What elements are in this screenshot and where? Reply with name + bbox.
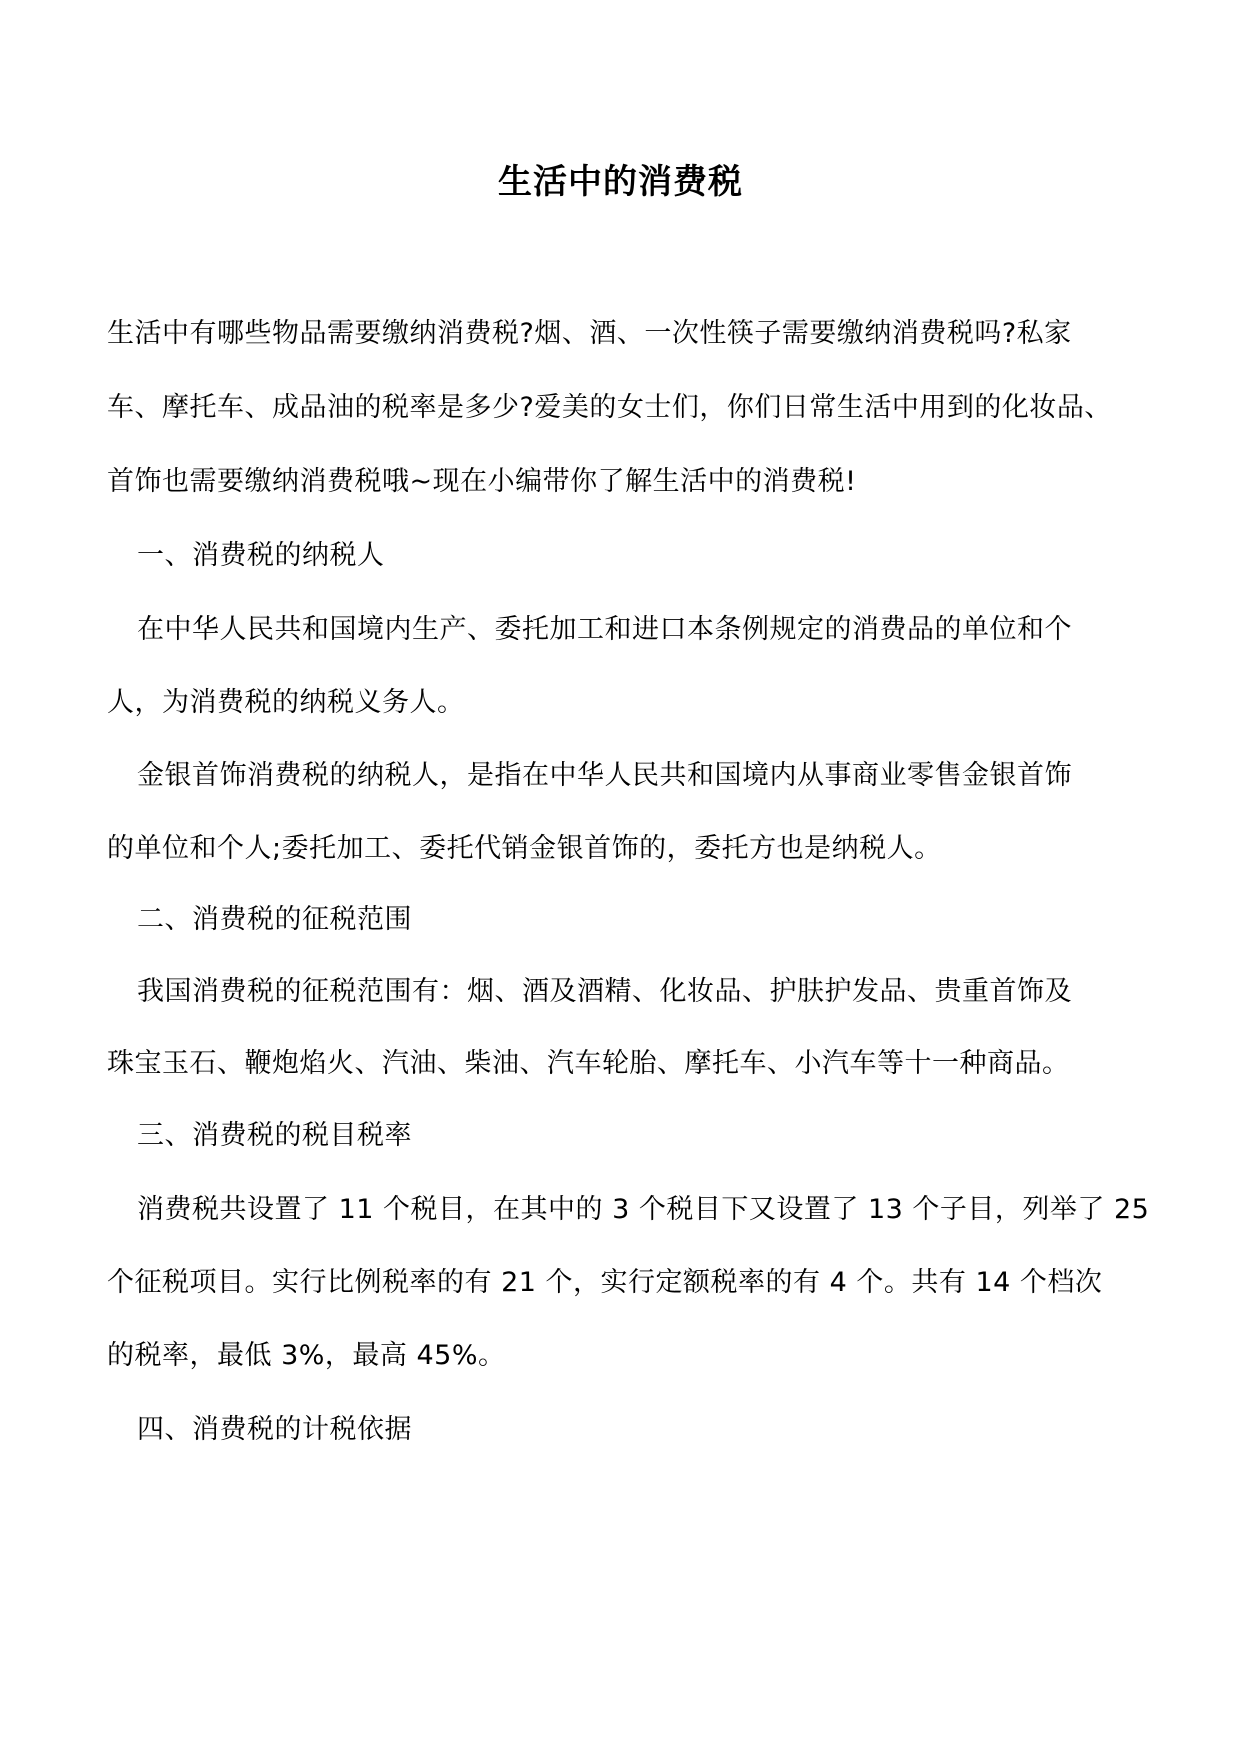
- section-2-paragraph-1-line-1: 我国消费税的征税范围有：烟、酒及酒精、化妆品、护肤护发品、贵重首饰及: [137, 976, 1072, 1007]
- section-3-heading: 三、消费税的税目税率: [137, 1120, 412, 1151]
- section-2-heading: 二、消费税的征税范围: [137, 904, 412, 935]
- section-1-paragraph-1-line-2: 人，为消费税的纳税义务人。: [107, 687, 465, 718]
- section-3-paragraph-1-line-2: 个征税项目。实行比例税率的有 21 个，实行定额税率的有 4 个。共有 14 个档次: [107, 1267, 1103, 1298]
- section-3-paragraph-1-line-1: 消费税共设置了 11 个税目，在其中的 3 个税目下又设置了 13 个子目，列举了 25: [137, 1194, 1150, 1225]
- intro-line-3: 首饰也需要缴纳消费税哦~现在小编带你了解生活中的消费税!: [107, 466, 857, 497]
- section-1-paragraph-2-line-1: 金银首饰消费税的纳税人，是指在中华人民共和国境内从事商业零售金银首饰: [137, 760, 1072, 791]
- section-3-paragraph-1-line-3: 的税率，最低 3%，最高 45%。: [107, 1340, 506, 1371]
- intro-line-1: 生活中有哪些物品需要缴纳消费税?烟、酒、一次性筷子需要缴纳消费税吗?私家: [107, 318, 1072, 349]
- section-1-heading: 一、消费税的纳税人: [137, 540, 385, 571]
- section-2-paragraph-1-line-2: 珠宝玉石、鞭炮焰火、汽油、柴油、汽车轮胎、摩托车、小汽车等十一种商品。: [107, 1048, 1070, 1079]
- section-4-heading: 四、消费税的计税依据: [137, 1414, 412, 1445]
- section-1-paragraph-1-line-1: 在中华人民共和国境内生产、委托加工和进口本条例规定的消费品的单位和个: [137, 614, 1072, 645]
- document-title: 生活中的消费税: [498, 162, 743, 202]
- section-1-paragraph-2-line-2: 的单位和个人;委托加工、委托代销金银首饰的，委托方也是纳税人。: [107, 833, 942, 864]
- intro-line-2: 车、摩托车、成品油的税率是多少?爱美的女士们，你们日常生活中用到的化妆品、: [107, 392, 1112, 423]
